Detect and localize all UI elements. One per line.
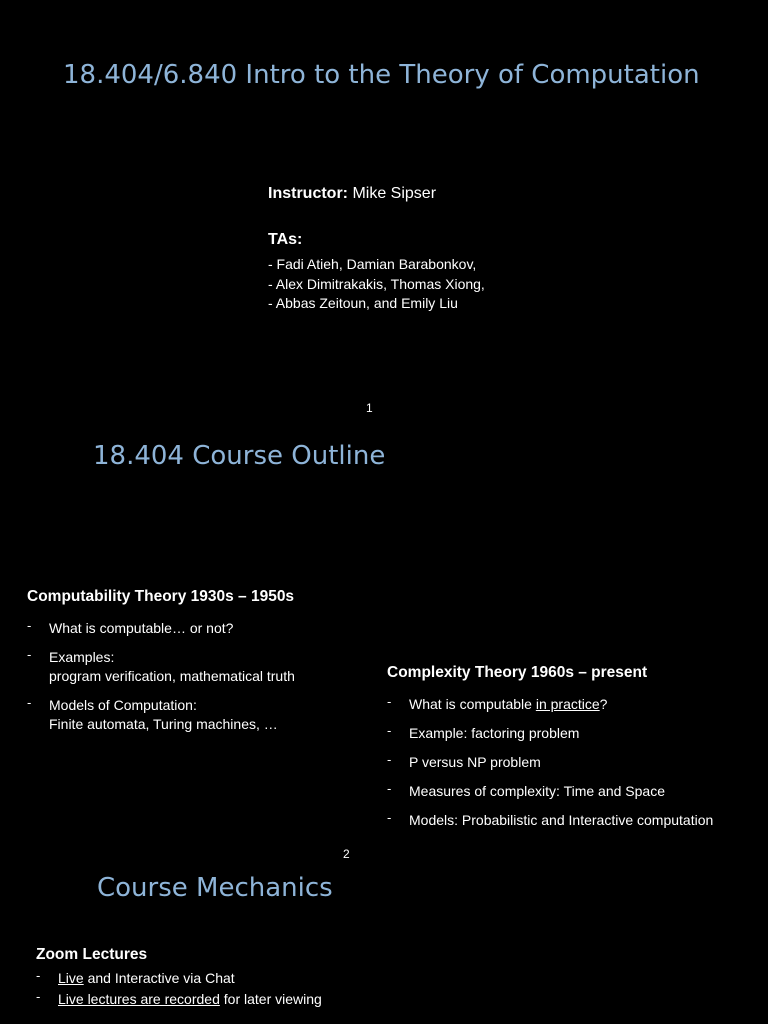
list-item	[387, 782, 713, 801]
bullet-dash: -	[36, 989, 41, 1004]
ta-line: - Fadi Atieh, Damian Barabonkov,	[268, 256, 477, 272]
ta-line: - Alex Dimitrakakis, Thomas Xiong,	[268, 276, 485, 292]
zoom-lectures-heading: Zoom Lectures	[36, 946, 148, 963]
item-text-line2: Finite automata, Turing machines, …	[49, 716, 278, 732]
list-item	[36, 990, 322, 1009]
computability-heading: Computability Theory 1930s – 1950s	[27, 588, 295, 605]
list-item	[36, 969, 322, 988]
complexity-heading: Complexity Theory 1960s – present	[387, 664, 648, 681]
item-text: Examples:	[49, 649, 115, 665]
slide1-title: 18.404/6.840 Intro to the Theory of Computation	[63, 60, 700, 90]
item-text-pre: What is computable	[409, 696, 536, 712]
bullet-dash: -	[27, 695, 32, 710]
item-text: P versus NP problem	[409, 754, 541, 770]
item-text: Example: factoring problem	[409, 725, 580, 741]
bullet-dash: -	[36, 968, 41, 983]
item-text: Models of Computation:	[49, 697, 197, 713]
zoom-lectures-list	[36, 969, 322, 1009]
bullet-dash: -	[387, 694, 392, 709]
slide2-title: 18.404 Course Outline	[93, 441, 386, 471]
page-number: 2	[343, 847, 350, 861]
complexity-list	[387, 695, 713, 830]
page-number: 1	[366, 401, 373, 415]
item-text: Measures of complexity: Time and Space	[409, 783, 666, 799]
list-item	[387, 695, 713, 714]
ta-line: - Abbas Zeitoun, and Emily Liu	[268, 295, 458, 311]
item-text-underlined: Live lectures are recorded	[58, 991, 220, 1007]
list-item	[387, 724, 713, 743]
bullet-dash: -	[387, 752, 392, 767]
list-item	[27, 696, 295, 734]
bullet-dash: -	[387, 810, 392, 825]
list-item	[27, 648, 295, 686]
instructor-line	[268, 185, 436, 203]
item-text: and Interactive via Chat	[83, 970, 235, 986]
slide3-title: Course Mechanics	[97, 873, 333, 903]
item-text: What is computable… or not?	[49, 620, 234, 636]
bullet-dash: -	[27, 647, 32, 662]
instructor-label: Instructor:	[268, 185, 348, 202]
item-text-underlined: Live	[58, 970, 84, 986]
item-text-post: ?	[599, 696, 608, 712]
list-item	[387, 753, 713, 772]
item-text: Models: Probabilistic and Interactive computation	[409, 812, 714, 828]
item-text-line2: program verification, mathematical truth	[49, 668, 295, 684]
computability-list	[27, 619, 295, 734]
instructor-name: Mike Sipser	[352, 185, 437, 202]
bullet-dash: -	[387, 723, 392, 738]
bullet-dash: -	[27, 618, 32, 633]
list-item	[27, 619, 295, 638]
list-item	[387, 811, 713, 830]
bullet-dash: -	[387, 781, 392, 796]
item-text-underlined: in practice	[535, 696, 600, 712]
item-text: for later viewing	[219, 991, 322, 1007]
tas-label: TAs:	[268, 231, 303, 248]
